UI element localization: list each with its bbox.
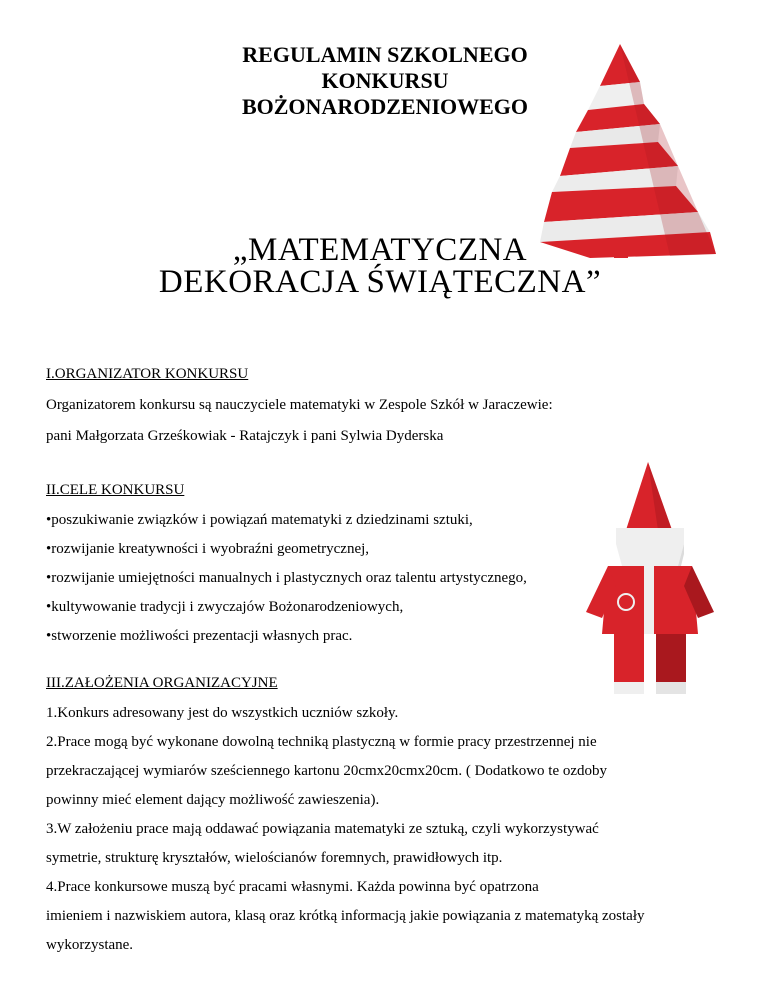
body-line: imieniem i nazwiskiem autora, klasą oraz krótką informacją jakie powiązania z matematyką zostały xyxy=(46,908,645,924)
section-heading-organizer: I.ORGANIZATOR KONKURSU xyxy=(46,366,249,382)
body-line: pani Małgorzata Grześkowiak - Ratajczyk i pani Sylwia Dyderska xyxy=(46,428,444,444)
body-line: 4.Prace konkursowe muszą być pracami własnymi. Każda powinna być opatrzona xyxy=(46,879,539,895)
list-item: •rozwijanie umiejętności manualnych i plastycznych oraz talentu artystycznego, xyxy=(46,570,527,586)
contest-line: DEKORACJA ŚWIĄTECZNA” xyxy=(158,264,602,300)
title-line: KONKURSU xyxy=(321,68,449,93)
section-heading-organization: III.ZAŁOŻENIA ORGANIZACYJNE xyxy=(46,675,278,691)
body-line: 1.Konkurs adresowany jest do wszystkich uczniów szkoły. xyxy=(46,705,399,721)
contest-name xyxy=(80,234,680,298)
list-item: •stworzenie możliwości prezentacji własnych prac. xyxy=(46,628,353,644)
body-line: 2.Prace mogą być wykonane dowolną techniką plastyczną w formie pracy przestrzennej nie xyxy=(46,734,597,750)
body-line: przekraczającej wymiarów sześciennego kartonu 20cmx20cmx20cm. ( Dodatkowo te ozdoby xyxy=(46,763,608,779)
title-line: BOŻONARODZENIOWEGO xyxy=(241,94,529,119)
title-line: REGULAMIN SZKOLNEGO xyxy=(242,42,528,67)
origami-tree-image xyxy=(540,42,720,260)
body-line: wykorzystane. xyxy=(46,937,134,953)
contest-line: „MATEMATYCZNA xyxy=(232,232,528,268)
section-heading-goals: II.CELE KONKURSU xyxy=(46,482,185,498)
body-line: powinny mieć element dający możliwość zawieszenia). xyxy=(46,792,380,808)
body-line: 3.W założeniu prace mają oddawać powiązania matematyki ze sztuką, czyli wykorzystywać xyxy=(46,821,599,837)
body-line: Organizatorem konkursu są nauczyciele matematyki w Zespole Szkół w Jaraczewie: xyxy=(46,397,553,413)
list-item: •rozwijanie kreatywności i wyobraźni geometrycznej, xyxy=(46,541,370,557)
list-item: •poszukiwanie związków i powiązań matematyki z dziedzinami sztuki, xyxy=(46,512,473,528)
list-item: •kultywowanie tradycji i zwyczajów Bożonarodzeniowych, xyxy=(46,599,404,615)
origami-santa-image xyxy=(586,462,736,702)
body-line: symetrie, strukturę kryształów, wielościanów foremnych, prawidłowych itp. xyxy=(46,850,503,866)
